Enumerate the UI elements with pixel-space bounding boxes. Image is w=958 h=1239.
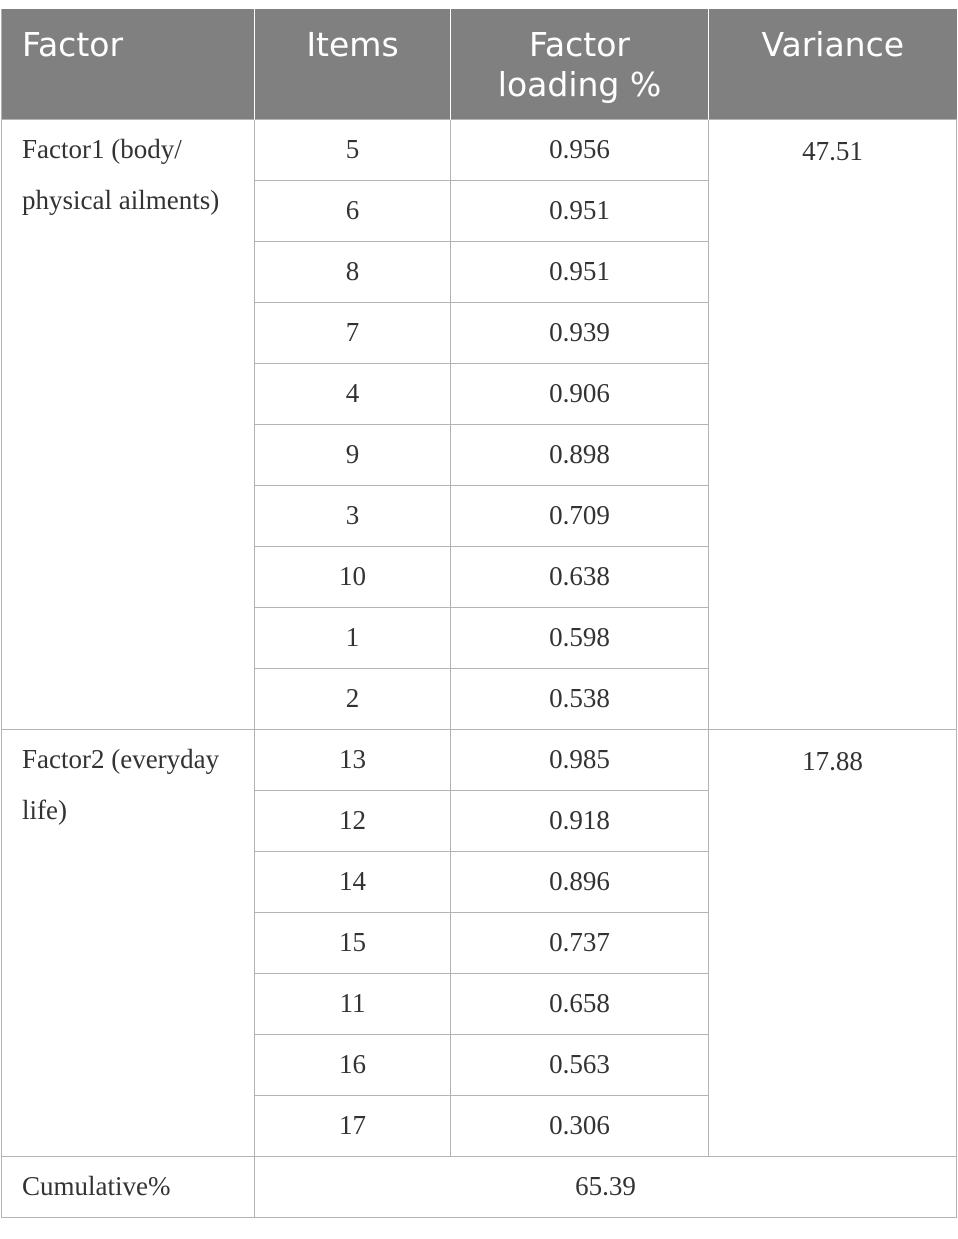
loading-cell: 0.737 — [451, 912, 709, 973]
header-items: Items — [255, 9, 451, 119]
item-cell: 12 — [255, 790, 451, 851]
factor-name-cell — [2, 729, 255, 1156]
loading-cell: 0.956 — [451, 119, 709, 180]
item-cell: 1 — [255, 607, 451, 668]
item-cell: 11 — [255, 973, 451, 1034]
item-cell: 9 — [255, 424, 451, 485]
loading-cell: 0.906 — [451, 363, 709, 424]
loading-cell: 0.939 — [451, 302, 709, 363]
item-cell: 4 — [255, 363, 451, 424]
header-variance: Variance — [709, 9, 957, 119]
table-row — [2, 119, 957, 180]
cumulative-row — [2, 1156, 957, 1217]
loading-cell: 0.918 — [451, 790, 709, 851]
loading-cell: 0.709 — [451, 485, 709, 546]
cumulative-label: Cumulative% — [2, 1156, 255, 1217]
item-cell: 17 — [255, 1095, 451, 1156]
loading-cell: 0.951 — [451, 241, 709, 302]
header-factor-loading: Factor loading % — [451, 9, 709, 119]
item-cell: 13 — [255, 729, 451, 790]
header-row — [2, 9, 957, 119]
table-row — [2, 729, 957, 790]
loading-cell: 0.638 — [451, 546, 709, 607]
factor-name-cell — [2, 119, 255, 729]
cumulative-value: 65.39 — [255, 1156, 957, 1217]
item-cell: 14 — [255, 851, 451, 912]
item-cell: 15 — [255, 912, 451, 973]
item-cell: 5 — [255, 119, 451, 180]
table-body — [2, 119, 957, 1217]
factor-name: Factor2 (everyday life) — [22, 743, 220, 825]
loading-cell: 0.598 — [451, 607, 709, 668]
loading-cell: 0.306 — [451, 1095, 709, 1156]
item-cell: 8 — [255, 241, 451, 302]
item-cell: 6 — [255, 180, 451, 241]
loading-cell: 0.951 — [451, 180, 709, 241]
loading-cell: 0.896 — [451, 851, 709, 912]
loading-cell: 0.985 — [451, 729, 709, 790]
loading-cell: 0.658 — [451, 973, 709, 1034]
loading-cell: 0.563 — [451, 1034, 709, 1095]
item-cell: 16 — [255, 1034, 451, 1095]
header-factor: Factor — [2, 9, 255, 119]
item-cell: 7 — [255, 302, 451, 363]
item-cell: 2 — [255, 668, 451, 729]
variance-cell: 17.88 — [709, 729, 957, 1156]
loading-cell: 0.898 — [451, 424, 709, 485]
factor-name: Factor1 (body/ physical ailments) — [22, 133, 220, 215]
variance-cell: 47.51 — [709, 119, 957, 729]
factor-loading-table — [1, 9, 957, 1218]
loading-cell: 0.538 — [451, 668, 709, 729]
item-cell: 3 — [255, 485, 451, 546]
item-cell: 10 — [255, 546, 451, 607]
